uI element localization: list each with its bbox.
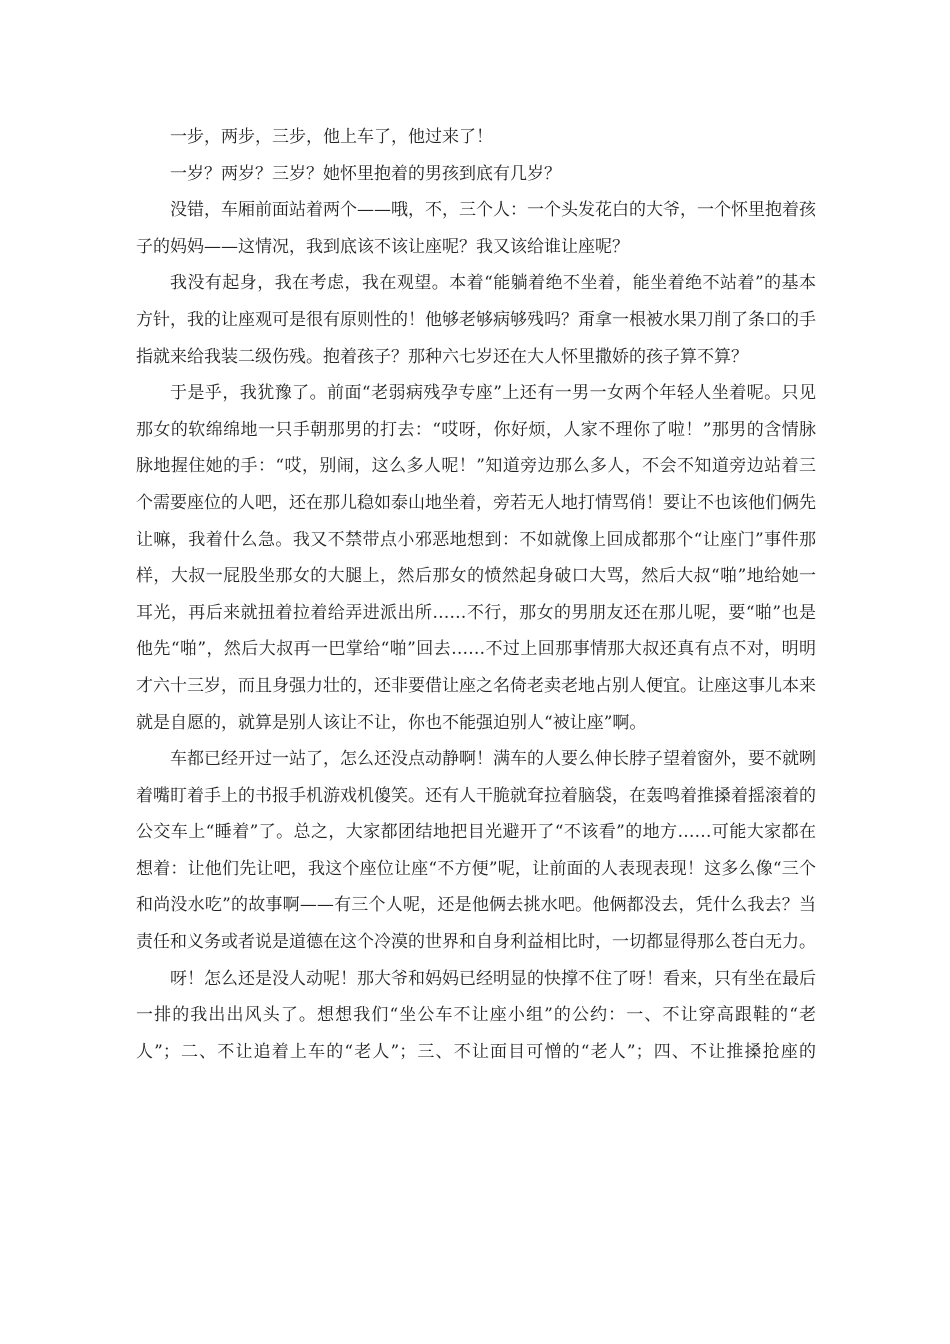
paragraph-5: 于是乎，我犹豫了。前面“老弱病残孕专座”上还有一男一女两个年轻人坐着呢。只见那女的软绵绵地一只手朝那男的打去：“哎呀，你好烦，人家不理你了啦！”那男的含情脉脉地握住她的手：“哎，别闹，这么多人呢！”知道旁边那么多人，不会不知道旁边站着三个需要座位的人吧，还在那儿稳如泰山地坐着，旁若无人地打情骂俏！要让不也该他们俩先让嘛，我着什么急。我又不禁带点小邪恶地想到：不如就像上回成都那个“让座门”事件那样，大叔一屁股坐那女的大腿上，然后那女的愤然起身破口大骂，然后大叔“啪”地给她一耳光，再后来就扭着拉着给弄进派出所……不行，那女的男朋友还在那儿呢，要“啪”也是他先“啪”，然后大叔再一巴掌给“啪”回去……不过上回那事情那大叔还真有点不对，明明才六十三岁，而且身强力壮的，还非要借让座之名倚老卖老地占别人便宜。让座这事儿本来就是自愿的，就算是别人该让不让，你也不能强迫别人“被让座”啊。 [136, 383, 816, 733]
paragraph-4: 我没有起身，我在考虑，我在观望。本着“能躺着绝不坐着，能坐着绝不站着”的基本方针，我的让座观可是很有原则性的！他够老够病够残吗？甭拿一根被水果刀削了条口的手指就来给我装二级伤残。抱着孩子？那种六七岁还在大人怀里撒娇的孩子算不算？ [136, 273, 816, 367]
document-body [136, 119, 816, 1070]
paragraph-6: 车都已经开过一站了，怎么还没点动静啊！满车的人要么伸长脖子望着窗外，要不就咧着嘴盯着手上的书报手机游戏机傻笑。还有人干脆就耷拉着脑袋，在轰鸣着推搡着摇滚着的公交车上“睡着”了。总之，大家都团结地把目光避开了“不该看”的地方……可能大家都在想着：让他们先让吧，我这个座位让座“不方便”呢，让前面的人表现表现！这多么像“三个和尚没水吃”的故事啊——有三个人呢，还是他俩去挑水吧。他俩都没去，凭什么我去？当责任和义务或者说是道德在这个冷漠的世界和自身利益相比时，一切都显得那么苍白无力。 [136, 749, 816, 953]
paragraph-3: 没错，车厢前面站着两个——哦，不，三个人：一个头发花白的大爷，一个怀里抱着孩子的妈妈——这情况，我到底该不该让座呢？我又该给谁让座呢？ [136, 200, 816, 257]
paragraph-1: 一步，两步，三步，他上车了，他过来了！ [170, 127, 493, 147]
paragraph-2: 一岁？两岁？三岁？她怀里抱着的男孩到底有几岁？ [170, 163, 561, 184]
paragraph-7: 呀！怎么还是没人动呢！那大爷和妈妈已经明显的快撑不住了呀！看来，只有坐在最后一排的我出出风头了。想想我们“坐公车不让座小组”的公约：一、不让穿高跟鞋的“老人”；二、不让追着上车的“老人”；三、不让面目可憎的“老人”；四、不让推搡抢座的 [136, 968, 816, 1062]
